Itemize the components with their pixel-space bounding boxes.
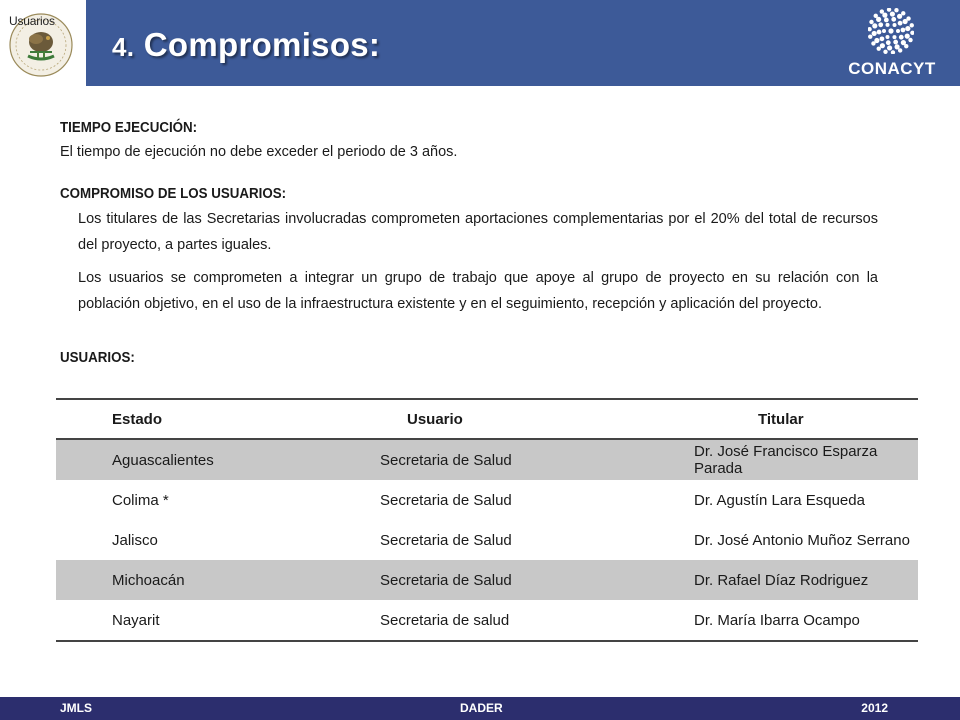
cell-usuario: Secretaria de salud	[380, 600, 694, 641]
heading-compromiso: COMPROMISO DE LOS USUARIOS:	[60, 186, 287, 202]
table-row	[56, 520, 918, 560]
cell-usuario: Secretaria de Salud	[380, 560, 694, 600]
footer-bar	[0, 697, 960, 720]
cell-estado: Jalisco	[112, 531, 158, 549]
cell-titular: Dr. María Ibarra Ocampo	[694, 600, 918, 641]
heading-tiempo: TIEMPO EJECUCIÓN:	[60, 120, 198, 136]
cell-estado: Colima *	[112, 491, 169, 509]
footer-year: 2012	[861, 701, 888, 715]
title-number: 4.	[112, 32, 135, 62]
cell-estado: Michoacán	[56, 560, 380, 600]
conacyt-dots-icon	[868, 8, 914, 54]
conacyt-logo	[842, 8, 942, 82]
compromiso-para-1: Los titulares de las Secretarias involucradas comprometen aportaciones complementarias por el 20% del total de recursos del proyecto, a partes iguales.	[78, 211, 878, 253]
table-row	[56, 439, 918, 480]
cell-titular: Dr. José Francisco Esparza Parada	[694, 439, 918, 480]
mexico-seal-logo-area	[0, 0, 86, 86]
table-header-row	[56, 399, 918, 439]
column-header-titular: Titular	[694, 399, 918, 439]
table-row	[56, 560, 918, 600]
column-header-usuario: Usuario	[380, 399, 694, 439]
users-table	[56, 398, 918, 642]
title-text: Compromisos:	[143, 26, 381, 63]
cell-titular: Dr. Rafael Díaz Rodriguez	[694, 560, 918, 600]
cell-usuario: Secretaria de Salud	[380, 439, 694, 480]
cell-usuario: Secretaria de Salud	[380, 491, 512, 509]
page-title	[112, 26, 380, 64]
footer-author: JMLS	[60, 701, 93, 715]
conacyt-logo-text: CONACYT	[848, 59, 936, 78]
corner-label: Usuarios	[9, 14, 55, 28]
footer-department: DADER	[460, 701, 503, 715]
heading-usuarios: USUARIOS:	[60, 350, 135, 366]
table-row	[56, 480, 918, 520]
cell-estado: Nayarit	[56, 600, 380, 641]
header-bar	[86, 0, 960, 86]
cell-titular: Dr. José Antonio Muñoz Serrano	[694, 531, 910, 549]
cell-usuario: Secretaria de Salud	[380, 531, 512, 549]
cell-titular: Dr. Agustín Lara Esqueda	[694, 491, 865, 509]
column-header-estado: Estado	[56, 399, 380, 439]
table-row	[56, 600, 918, 641]
tiempo-text: El tiempo de ejecución no debe exceder el periodo de 3 años.	[60, 144, 458, 160]
cell-estado: Aguascalientes	[56, 439, 380, 480]
compromiso-para-2: Los usuarios se comprometen a integrar un grupo de trabajo que apoye al grupo de proyecto en su relación con la población objetivo, en el uso de la infraestructura existente y en el seguimiento, recepción y aplicación del proyecto.	[78, 270, 878, 312]
